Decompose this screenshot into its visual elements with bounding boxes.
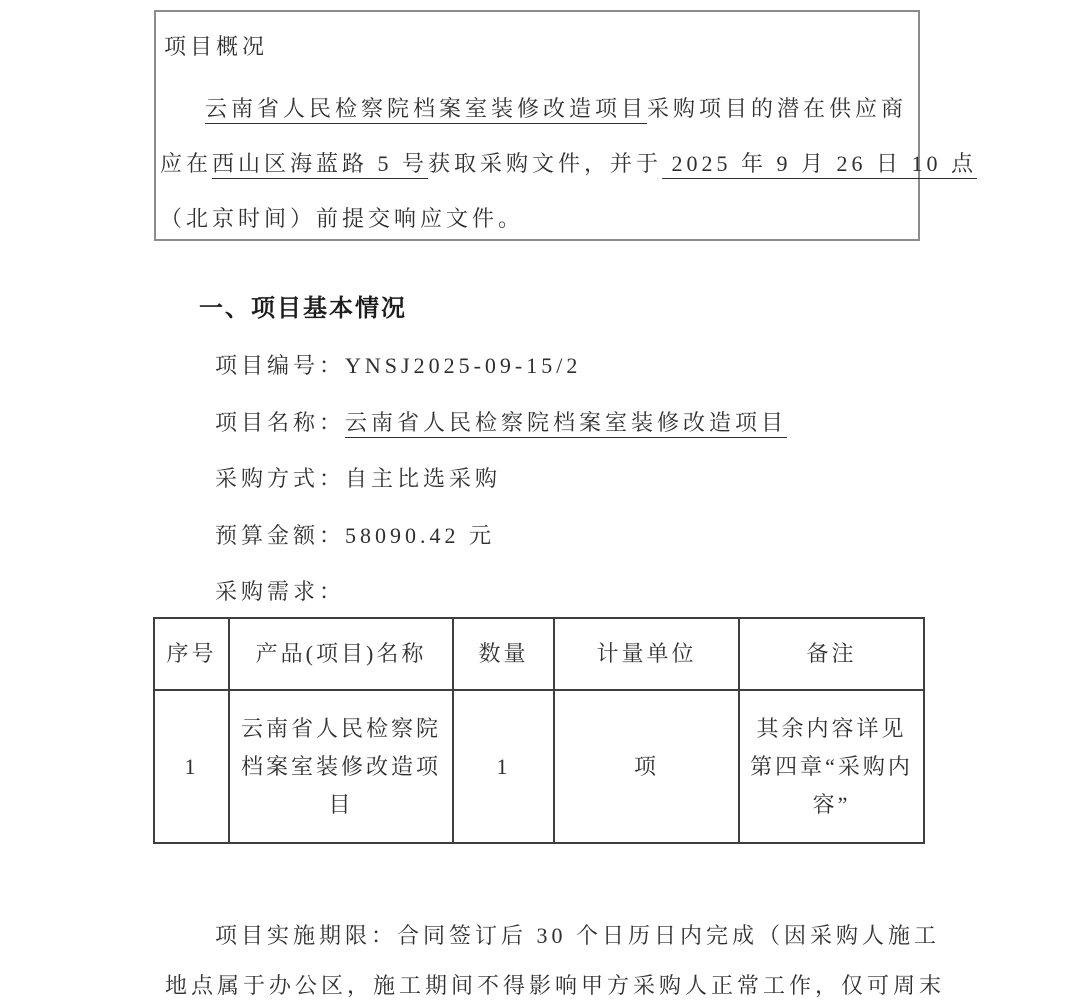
closing-line-1: 项目实施期限：合同签订后 30 个日历日内完成（因采购人施工 (215, 923, 941, 948)
info-line (215, 462, 501, 493)
table-cell: 项 (554, 690, 739, 843)
plain-text: 应在 (160, 151, 213, 176)
info-value: YNSJ2025-09-15/2 (345, 353, 582, 378)
table-cell: 云南省人民检察院档案室装修改造项目 (229, 690, 453, 843)
info-line (215, 349, 581, 380)
overview-line (205, 92, 907, 123)
info-label: 采购方式： (215, 466, 346, 491)
table-header-cell: 产品(项目)名称 (229, 618, 453, 690)
underlined-text: 云南省人民检察院档案室装修改造项目 (205, 96, 648, 121)
table-body (154, 690, 924, 843)
table-cell: 1 (154, 690, 229, 843)
info-line (215, 406, 787, 437)
table-header-cell: 计量单位 (554, 618, 739, 690)
overview-line (160, 147, 977, 178)
table-header-cell: 序号 (154, 618, 229, 690)
table-header-cell: 数量 (453, 618, 554, 690)
info-label: 采购需求： (215, 579, 346, 604)
info-line (215, 519, 495, 550)
plain-text: （北京时间）前提交响应文件。 (160, 206, 525, 231)
info-label: 项目名称： (215, 409, 346, 435)
closing-line-2: 地点属于办公区，施工期间不得影响甲方采购人正常工作，仅可周末 (165, 973, 946, 998)
info-value: 自主比选采购 (345, 466, 502, 491)
table-cell: 1 (453, 690, 554, 843)
info-label: 项目编号： (215, 353, 346, 378)
plain-text: 采购项目的潜在供应商 (647, 96, 908, 121)
underlined-text: 2025 年 9 月 26 日 10 点 (662, 151, 978, 176)
info-value: 58090.42 元 (345, 522, 496, 548)
project-overview-box (154, 10, 978, 241)
plain-text: 获取采购文件，并于 (428, 151, 663, 176)
overview-line (160, 202, 524, 233)
table-header-row (154, 618, 924, 690)
table-header-cell: 备注 (739, 618, 924, 690)
info-label: 预算金额： (215, 522, 346, 548)
procurement-requirements-table (153, 617, 925, 844)
table-cell: 其余内容详见第四章“采购内容” (739, 690, 924, 843)
info-value: 云南省人民检察院档案室装修改造项目 (345, 409, 788, 435)
overview-title: 项目概况 (164, 34, 269, 59)
section-heading: 一、项目基本情况 (199, 295, 407, 322)
underlined-text: 西山区海蓝路 5 号 (212, 151, 429, 176)
info-line (215, 575, 345, 606)
table-row (154, 690, 924, 843)
